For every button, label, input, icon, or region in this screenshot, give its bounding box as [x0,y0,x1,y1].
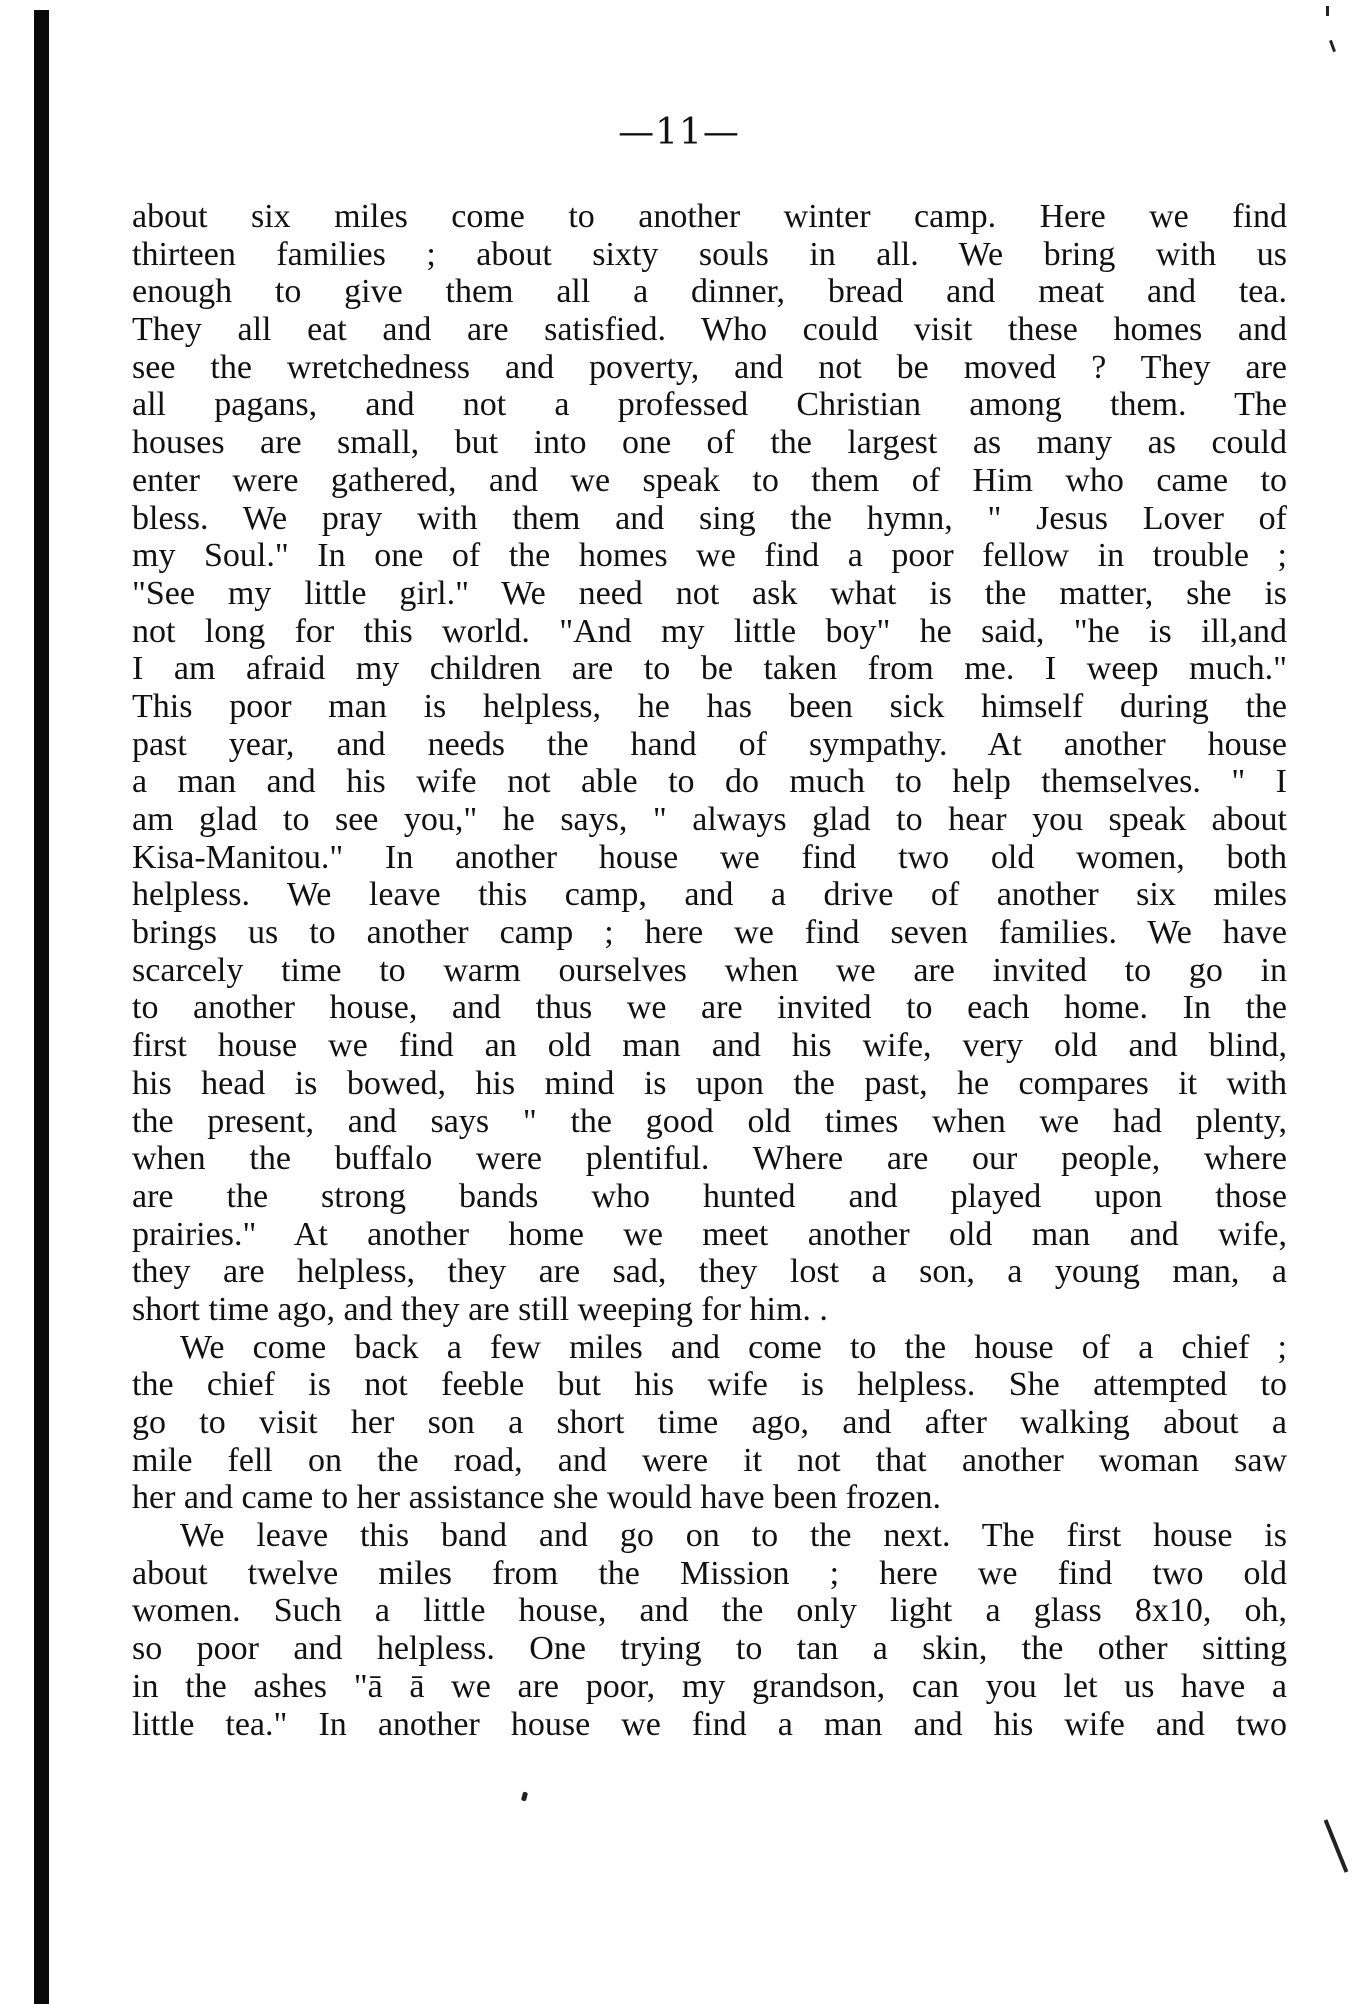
text-line: about twelve miles from the Mission ; here we find two old [132,1554,1287,1592]
text-line: in the ashes "ā ā we are poor, my grandson, can you let us have a [132,1667,1287,1705]
text-line: past year, and needs the hand of sympathy. At another house [132,725,1287,763]
text-line: the present, and says " the good old times when we had plenty, [132,1102,1287,1140]
paragraph-2 [132,1329,1287,1517]
text-line: thirteen families ; about sixty souls in all. We bring with us [132,235,1287,273]
text-line: short time ago, and they are still weeping for him. . [132,1290,828,1328]
paragraph-1 [132,198,1287,1329]
text-line: helpless. We leave this camp, and a drive of another six miles [132,876,1287,914]
page-number: —11— [618,112,740,153]
paragraph-3 [132,1517,1287,1743]
text-line: scarcely time to warm ourselves when we are invited to go in [132,951,1287,989]
text-line: they are helpless, they are sad, they lost a son, a young man, a [132,1253,1287,1291]
text-line: little tea." In another house we find a man and his wife and two [132,1705,1287,1743]
text-line: not long for this world. "And my little boy" he said, "he is ill,and [132,612,1287,650]
text-line: her and came to her assistance she would have been frozen. [132,1479,942,1517]
text-line: to another house, and thus we are invited to each home. In the [132,989,1287,1027]
text-line: my Soul." In one of the homes we find a poor fellow in trouble ; [132,537,1287,575]
text-line: women. Such a little house, and the only light a glass 8x10, oh, [132,1592,1287,1630]
text-line: houses are small, but into one of the largest as many as could [132,424,1287,462]
text-line: are the strong bands who hunted and played upon those [132,1177,1287,1215]
text-line: enter were gathered, and we speak to them of Him who came to [132,461,1287,499]
text-line: first house we find an old man and his wife, very old and blind, [132,1027,1287,1065]
text-line: about six miles come to another winter camp. Here we find [132,198,1287,235]
text-line: the chief is not feeble but his wife is helpless. She attempted to [132,1366,1287,1404]
text-line: Kisa-Manitou." In another house we find two old women, both [132,838,1287,876]
text-line: go to visit her son a short time ago, and after walking about a [132,1404,1287,1441]
binding-edge-shadow [34,10,49,2004]
text-line: They all eat and are satisfied. Who could visit these homes and [132,311,1287,349]
text-line: all pagans, and not a professed Christian among them. The [132,386,1287,424]
text-line: when the buffalo were plentiful. Where are our people, where [132,1140,1287,1178]
text-line: "See my little girl." We need not ask what is the matter, she is [132,574,1287,612]
scan-speck [1326,6,1329,16]
text-line: mile fell on the road, and were it not that another woman saw [132,1441,1287,1479]
text-line: We leave this band and go on to the next. The first house is [180,1517,1287,1555]
text-line: We come back a few miles and come to the house of a chief ; [180,1328,1287,1366]
ink-mark [521,1792,528,1802]
text-line: see the wretchedness and poverty, and not be moved ? They are [132,348,1287,386]
text-line: brings us to another camp ; here we find seven families. We have [132,914,1287,952]
text-line: prairies." At another home we meet another old man and wife, [132,1215,1287,1253]
text-line: a man and his wife not able to do much to help themselves. " I [132,763,1287,801]
text-line: so poor and helpless. One trying to tan a skin, the other sitting [132,1630,1287,1668]
text-line: am glad to see you," he says, " always glad to hear you speak about [132,801,1287,838]
text-line: I am afraid my children are to be taken from me. I weep much." [132,650,1287,688]
text-line: enough to give them all a dinner, bread and meat and tea. [132,273,1287,311]
text-line: bless. We pray with them and sing the hymn, " Jesus Lover of [132,499,1287,537]
scan-speck [1324,1819,1349,1872]
body-text [132,198,1287,1743]
text-line: his head is bowed, his mind is upon the past, he compares it with [132,1064,1287,1102]
text-line: This poor man is helpless, he has been sick himself during the [132,687,1287,725]
scan-speck [1329,40,1336,52]
